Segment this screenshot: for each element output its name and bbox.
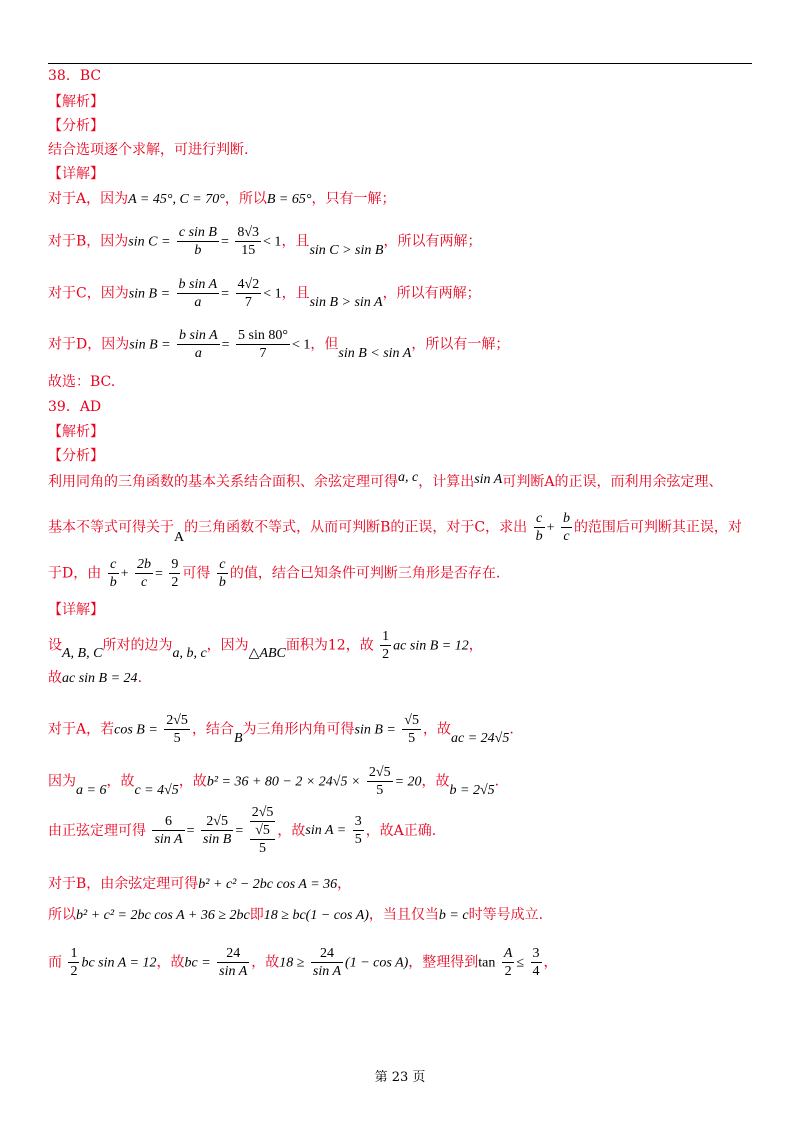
page-number: 第 23 页 (374, 1070, 426, 1085)
q38-line-d (48, 327, 509, 362)
text: 对于A，若 (48, 721, 115, 738)
equals: = (221, 286, 230, 302)
fraction (177, 224, 219, 259)
fraction (152, 813, 184, 848)
q39-fenxi-line-3 (48, 556, 500, 591)
denominator: 2 (504, 964, 512, 979)
text: ，只有一解； (311, 191, 396, 207)
text: 的范围后可判断其正误，对 (573, 519, 742, 536)
fraction (164, 712, 190, 747)
text: . (137, 670, 143, 686)
denominator: sin A (219, 964, 248, 979)
xiangjie-heading: 【详解】 (48, 166, 104, 182)
math: △ABC (248, 645, 286, 661)
denominator: 7 (259, 346, 267, 361)
math: a = 6 (76, 782, 107, 798)
q38-xiangjie (48, 164, 104, 184)
q39-step-5 (48, 804, 436, 857)
text: ，故 (421, 773, 450, 790)
text: 可得 (182, 565, 211, 582)
text: 面积为12，故 (285, 637, 374, 654)
text: ，故A正确. (365, 822, 437, 839)
numerator: 3 (532, 946, 540, 961)
denominator: 2 (382, 647, 390, 662)
text: ，所以有两解； (382, 285, 481, 302)
answer-text: 故选：BC. (48, 374, 116, 390)
fraction (68, 945, 79, 980)
denominator: sin A (154, 832, 183, 847)
text: ，所以有一解； (411, 336, 510, 353)
text: 故 (48, 670, 62, 686)
text: 对于B，因为 (48, 233, 129, 250)
math: tan (478, 955, 496, 971)
text: 由正弦定理可得 (48, 822, 146, 839)
math: ac sin B = 12 (393, 638, 469, 654)
q39-fenxi-line-2 (48, 510, 742, 545)
math: A = 45°, C = 70° (128, 192, 225, 207)
math: cos B = (114, 722, 158, 738)
math: bc sin A = 12 (81, 955, 157, 971)
denominator-denominator: 5 (259, 841, 267, 856)
text: 的三角函数不等式，从而可判断B的正误，对于C，求出 (184, 519, 528, 536)
q39-xiangjie (48, 600, 104, 620)
math: < 1 (263, 234, 282, 250)
fraction (135, 556, 153, 591)
text: ，且 (281, 285, 310, 302)
math: sin B > sin A (309, 294, 383, 310)
numerator: 5 sin 80° (238, 328, 288, 343)
jiexi-heading: 【解析】 (48, 94, 104, 110)
math: ≤ (516, 955, 525, 971)
math: c = 4√5 (134, 782, 179, 798)
math: sin B = (129, 337, 171, 353)
text: 为三角形内角可得 (242, 721, 355, 738)
text: 对于B，由余弦定理可得 (48, 876, 199, 892)
denominator: sin A (312, 964, 342, 979)
numerator: 2√5 (368, 765, 391, 780)
q39-step-8 (48, 945, 558, 980)
math: a, b, c (172, 645, 207, 661)
denominator: 5 (408, 731, 416, 746)
math: ac sin B = 24 (62, 671, 138, 686)
text: ，所以 (224, 191, 267, 207)
numerator: 1 (70, 946, 78, 961)
page-footer (0, 1066, 800, 1085)
fraction (177, 276, 220, 311)
math: ac = 24√5 (450, 730, 510, 746)
numerator: c (108, 556, 119, 574)
q38-title-text: 38．BC (48, 68, 102, 84)
numerator: 1 (382, 629, 390, 644)
fraction (169, 556, 180, 591)
text: ，因为 (206, 637, 249, 654)
q39-step-6 (48, 874, 351, 895)
numerator: c (217, 556, 228, 574)
fraction (201, 813, 233, 848)
fraction (534, 510, 545, 545)
denominator: 4 (532, 964, 540, 979)
text: ，故 (106, 773, 135, 790)
q39-step-2 (48, 668, 142, 689)
text: ，故 (156, 954, 185, 971)
numerator: 9 (171, 557, 179, 572)
numerator: 6 (152, 813, 184, 831)
text: ，整理得到 (408, 954, 479, 971)
text: ，故 (277, 822, 306, 839)
text: ，计算出 (418, 474, 475, 490)
q38-line-a (48, 189, 395, 210)
fraction (402, 712, 421, 747)
fraction (108, 556, 119, 591)
denominator: b (535, 529, 543, 544)
q39-step-4 (48, 764, 499, 799)
text: 对于D，因为 (48, 336, 130, 353)
denominator: b (218, 575, 226, 590)
fraction (177, 327, 220, 362)
math: sin B < sin A (338, 345, 412, 361)
text: ，故 (422, 721, 451, 738)
math: b² + c² − 2bc cos A = 36 (198, 877, 338, 892)
denominator: 5 (354, 832, 362, 847)
q39-jiexi (48, 422, 104, 442)
fraction (235, 224, 261, 259)
q39-step-1 (48, 628, 483, 663)
denominator: 15 (241, 243, 256, 258)
fraction (217, 556, 228, 591)
q38-fenxi-text (48, 140, 248, 160)
text: 于D，由 (48, 565, 102, 582)
denominator: b (109, 575, 117, 590)
numerator: 2√5 (251, 805, 274, 820)
q39-title-text: 39．AD (48, 399, 102, 415)
math: A, B, C (62, 645, 103, 661)
fraction (236, 327, 290, 362)
math: sin C > sin B (309, 242, 384, 258)
math: a, c (398, 470, 419, 485)
denominator: c (140, 575, 148, 590)
text: 设 (48, 637, 62, 654)
fraction (380, 628, 391, 663)
math: B (233, 730, 243, 746)
numerator: c sin B (178, 225, 217, 240)
math: sin B = (354, 722, 396, 738)
numerator: 24 (311, 945, 343, 963)
math: b = 2√5 (449, 782, 495, 798)
math: < 1 (263, 286, 282, 302)
math: sin B = (128, 286, 171, 302)
text: ，但 (310, 336, 339, 353)
math: bc = (184, 955, 211, 971)
math: sin A (474, 472, 503, 487)
denominator: 2 (171, 575, 179, 590)
numerator: √5 (404, 713, 419, 728)
fenxi-text: 结合选项逐个求解，可进行判断. (48, 142, 249, 158)
fraction (217, 945, 249, 980)
numerator: b sin A (178, 277, 218, 292)
numerator: b (562, 511, 570, 526)
math: = 20 (394, 774, 422, 790)
xiangjie-heading: 【详解】 (48, 602, 104, 618)
text: 而 (48, 954, 62, 971)
q39-step-3 (48, 712, 514, 747)
denominator: 7 (244, 295, 252, 310)
math: 18 ≥ (279, 955, 305, 971)
text: . (509, 721, 514, 738)
denominator: a (194, 346, 202, 361)
numerator: 2√5 (166, 713, 188, 728)
fenxi-heading: 【分析】 (48, 118, 104, 134)
text: 因为 (48, 773, 76, 790)
text: ，所以有两解； (383, 233, 482, 250)
equals: = (220, 234, 229, 250)
text: ， (543, 954, 558, 971)
compound-fraction (250, 804, 276, 857)
math: 18 ≥ bc(1 − cos A) (263, 908, 369, 923)
plus: + (546, 520, 555, 536)
numerator: 4√2 (237, 277, 260, 292)
denominator: 5 (376, 783, 384, 798)
q38-line-c (48, 276, 481, 311)
math: B = 65° (266, 192, 312, 207)
q38-line-b (48, 224, 481, 259)
text: 利用同角的三角函数的基本关系结合面积、余弦定理可得 (48, 474, 398, 490)
denominator: b (194, 243, 202, 258)
text: ，当且仅当 (368, 907, 439, 923)
numerator: 8√3 (237, 225, 260, 240)
math: b² = 36 + 80 − 2 × 24√5 × (206, 774, 361, 790)
text: 对于A，因为 (48, 191, 129, 207)
text: ，故 (178, 773, 207, 790)
equals: = (155, 566, 163, 582)
equals: = (221, 337, 230, 353)
denominator: sin B (202, 832, 232, 847)
plus: + (120, 566, 129, 582)
numerator: A (503, 946, 513, 961)
equals: = (186, 823, 195, 839)
math: A (174, 529, 185, 545)
q39-step-7 (48, 905, 543, 926)
q38-fenxi (48, 116, 104, 136)
denominator: 5 (173, 731, 181, 746)
fraction (367, 764, 393, 799)
numerator: 2√5 (201, 813, 233, 831)
numerator: 24 (217, 945, 249, 963)
fraction (353, 813, 364, 848)
text: 即 (249, 907, 264, 923)
denominator: a (194, 295, 202, 310)
math: < 1 (291, 337, 311, 353)
text: 基本不等式可得关于 (48, 519, 174, 536)
equals: = (235, 823, 244, 839)
jiexi-heading: 【解析】 (48, 424, 104, 440)
text: ， (337, 876, 352, 892)
q38-title (48, 66, 101, 86)
text: 对于C，因为 (48, 285, 129, 302)
numerator: 2b (137, 557, 152, 572)
math: b² + c² = 2bc cos A + 36 ≥ 2bc (76, 908, 250, 923)
text: . (494, 773, 500, 790)
text: ，故 (251, 954, 280, 971)
text: ，且 (281, 233, 310, 250)
numerator: b sin A (179, 328, 218, 343)
text: ，结合 (191, 721, 234, 738)
fraction (311, 945, 343, 980)
q38-jiexi (48, 92, 104, 112)
text: 可判断A的正误，而利用余弦定理、 (502, 474, 723, 490)
q39-fenxi-line-1 (48, 472, 722, 493)
fraction (502, 945, 515, 980)
fraction (561, 510, 572, 545)
header-rule (48, 63, 752, 64)
denominator-numerator: √5 (250, 822, 276, 840)
text: 时等号成立. (468, 907, 544, 923)
denominator: c (563, 529, 570, 544)
denominator: 2 (70, 964, 78, 979)
text: 的值，结合已知条件可判断三角形是否存在. (229, 565, 501, 582)
fenxi-heading: 【分析】 (48, 448, 104, 464)
fraction (531, 945, 542, 980)
numerator: 3 (354, 814, 362, 829)
math: sin A = (305, 822, 347, 838)
q39-title (48, 397, 101, 417)
q39-fenxi (48, 446, 104, 466)
math: b = c (438, 908, 469, 923)
math: (1 − cos A) (345, 955, 409, 971)
fraction (236, 276, 262, 311)
numerator: c (534, 510, 545, 528)
math: sin C = (128, 234, 171, 250)
text: 所以 (48, 907, 76, 923)
q38-answer (48, 372, 115, 392)
text: 所对的边为 (102, 637, 173, 654)
text: ， (468, 637, 483, 654)
